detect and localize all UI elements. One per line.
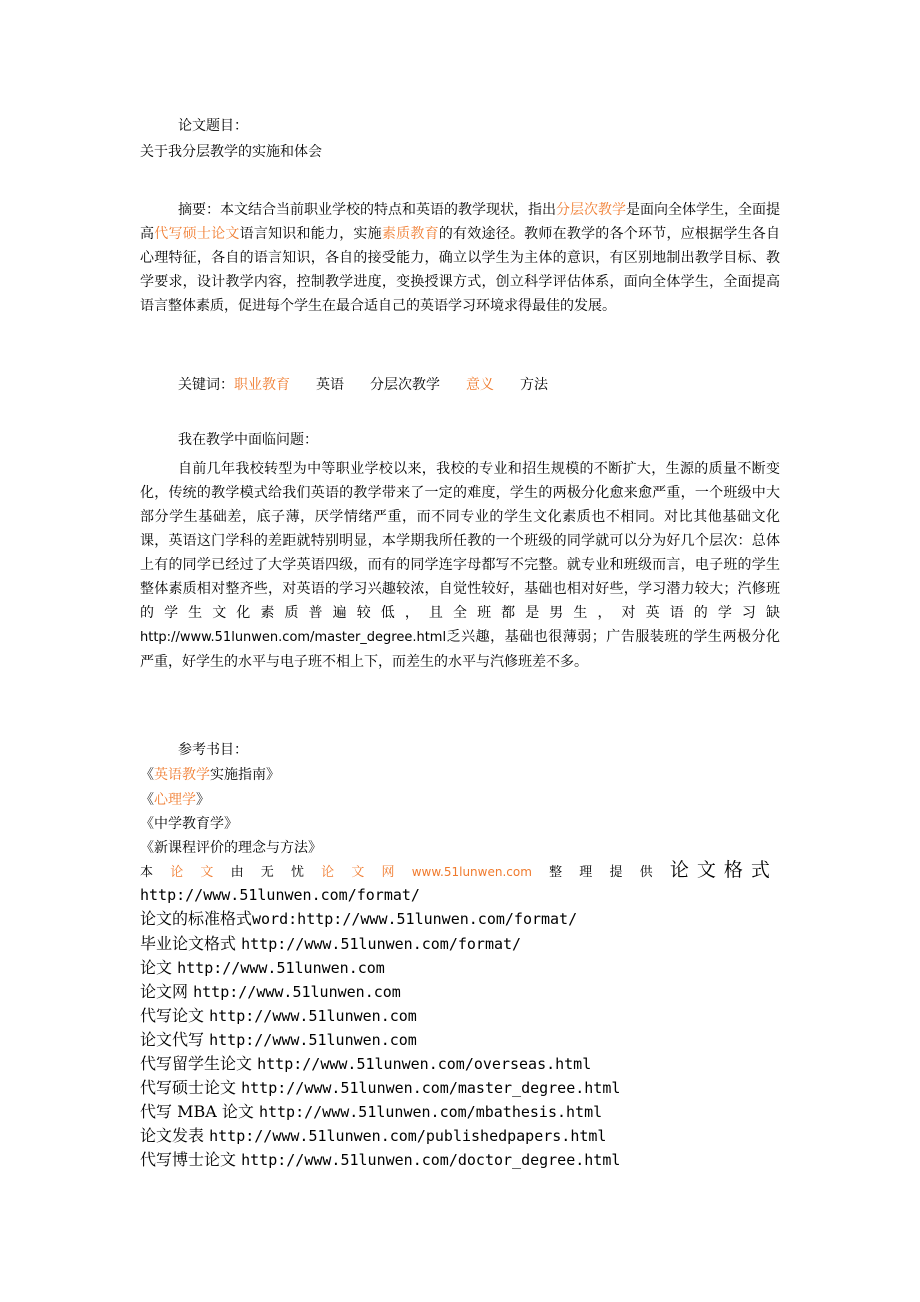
reference-item — [140, 788, 210, 812]
footer-link-url: word:http://www.51lunwen.com/format/ — [252, 910, 578, 928]
reference-rest: 实施指南》 — [210, 767, 280, 783]
footer-char: 理 — [579, 865, 593, 880]
footer-link-row — [140, 1148, 620, 1172]
reference-rest: 新课程评价的理念与方法》 — [154, 840, 322, 856]
footer-link-row — [140, 1100, 602, 1124]
footer-link-url: http://www.51lunwen.com — [209, 1031, 417, 1049]
reference-bracket: 《 — [140, 840, 154, 856]
reference-rest: 》 — [196, 792, 210, 808]
footer-link-row — [140, 956, 385, 980]
footer-link-label: 毕业论文格式 — [140, 934, 237, 953]
footer-char-link[interactable]: 论 — [321, 865, 335, 880]
reference-item — [140, 812, 238, 836]
footer-char-link[interactable]: 文 — [351, 865, 365, 880]
abstract-link-ghostwriting[interactable]: 代写硕士论文 — [154, 226, 240, 242]
abstract-link-layered-teaching[interactable]: 分层次教学 — [556, 202, 626, 218]
footer-format-heading: 论文格式 — [669, 859, 778, 881]
footer-link-row — [140, 907, 577, 931]
footer-link-label: 代写硕士论文 — [140, 1078, 237, 1097]
problem-paragraph — [140, 457, 780, 674]
reference-item — [140, 763, 280, 787]
footer-link-label: 论文发表 — [140, 1126, 205, 1145]
abstract-paragraph — [140, 198, 780, 318]
keywords-line — [178, 373, 574, 397]
keyword-vocational-education[interactable]: 职业教育 — [234, 377, 290, 393]
footer-link-label: 论文的标准格式 — [140, 909, 253, 928]
footer-link-label: 论文 — [140, 958, 173, 977]
problem-url: http://www.51lunwen.com/master_degree.html — [140, 630, 447, 645]
footer-format-url: http://www.51lunwen.com/format/ — [140, 886, 420, 904]
problem-body-after: 乏兴趣，基础也很薄弱；广告服装班的学生两极分化严重，好学生的水平与电子班不相上下，而差生的水平与汽修班差不多。 — [140, 629, 780, 670]
footer-link-label: 代写博士论文 — [140, 1150, 237, 1169]
footer-link-row — [140, 1052, 591, 1076]
footer-link-row — [140, 1004, 417, 1028]
keyword-layered-teaching: 分层次教学 — [370, 377, 440, 393]
footer-link-label: 代写论文 — [140, 1006, 205, 1025]
footer-char-link[interactable]: 网 — [381, 865, 395, 880]
keyword-english: 英语 — [316, 377, 344, 393]
problem-heading: 我在教学中面临问题： — [178, 432, 318, 448]
title-text: 关于我分层教学的实施和体会 — [140, 144, 322, 160]
footer-link-url: http://www.51lunwen.com/mbathesis.html — [258, 1103, 603, 1121]
references-label: 参考书目： — [178, 742, 248, 758]
keywords-label: 关键词： — [178, 377, 234, 393]
abstract-link-quality-education[interactable]: 素质教育 — [381, 226, 439, 242]
title-label: 论文题目： — [178, 118, 248, 134]
abstract-mid2: 语言知识和能力，实施 — [239, 226, 382, 242]
footer-char-link[interactable]: 文 — [200, 865, 214, 880]
abstract-suffix: 的有效途径。教师在教学的各个环节，应根据学生各自心理特征，各自的语言知识，各自的接受能力，确立以学生为主体的意识，有区别地制出教学目标、教学要求，设计教学内容，控制教学进度，变换授课方式，创立科学评估体系，面向全体学生，全面提高语言整体素质，促进每个学生在最合适自己的英语学习环境求得最佳的发展。 — [140, 226, 781, 314]
footer-link-url: http://www.51lunwen.com/master_degree.html — [241, 1079, 621, 1097]
footer-credit-line — [140, 859, 778, 884]
footer-link-url: http://www.51lunwen.com — [209, 1007, 417, 1025]
footer-char: 本 — [140, 865, 154, 880]
footer-link-row — [140, 1124, 606, 1148]
footer-link-url: http://www.51lunwen.com — [177, 959, 385, 977]
footer-site-link[interactable]: www.51lunwen.com — [411, 865, 532, 879]
reference-bracket: 《 — [140, 767, 154, 783]
footer-link-row — [140, 1028, 417, 1052]
keyword-method: 方法 — [520, 377, 548, 393]
reference-bracket: 《 — [140, 816, 154, 832]
footer-char: 提 — [609, 865, 623, 880]
footer-link-label: 代写留学生论文 — [140, 1054, 253, 1073]
footer-char: 无 — [260, 865, 274, 880]
footer-link-url: http://www.51lunwen.com/overseas.html — [257, 1055, 592, 1073]
footer-link-label: 论文代写 — [140, 1030, 205, 1049]
footer-char-link[interactable]: 论 — [170, 865, 184, 880]
footer-link-row — [140, 1076, 620, 1100]
reference-rest: 中学教育学》 — [154, 816, 238, 832]
reference-link-english-teaching[interactable]: 英语教学 — [154, 767, 210, 783]
keyword-significance[interactable]: 意义 — [466, 377, 494, 393]
footer-link-label: 论文网 — [140, 982, 189, 1001]
footer-link-url: http://www.51lunwen.com — [193, 983, 401, 1001]
reference-link-psychology[interactable]: 心理学 — [154, 792, 196, 808]
footer-char: 供 — [639, 865, 653, 880]
footer-char: 整 — [549, 865, 563, 880]
abstract-mid1: 是面向全体学生，全面提高 — [140, 202, 780, 242]
footer-link-row — [140, 980, 401, 1004]
problem-body-before: 自前几年我校转型为中等职业学校以来，我校的专业和招生规模的不断扩大，生源的质量不断变化，传统的教学模式给我们英语的教学带来了一定的难度，学生的两极分化愈来愈严重，一个班级中大部分学生基础差，底子薄，厌学情绪严重，而不同专业的学生文化素质也不相同。对比其他基础文化课，英语这门学科的差距就特别明显，本学期我所任教的一个班级的同学就可以分为好几个层次：总体上有的同学已经过了大学英语四级，而有的同学连字母都写不完整。就专业和班级而言，电子班的学生整体素质相对整齐些，对英语的学习兴趣较浓，自觉性较好，基础也相对好些，学习潜力较大；汽修班的学生文化素质普遍较低，且全班都是男生，对英语的学习缺 — [140, 461, 780, 621]
footer-link-url: http://www.51lunwen.com/publishedpapers.html — [209, 1127, 607, 1145]
reference-item — [140, 836, 322, 860]
reference-bracket: 《 — [140, 792, 154, 808]
footer-link-url: http://www.51lunwen.com/doctor_degree.html — [241, 1151, 621, 1169]
abstract-prefix: 摘要：本文结合当前职业学校的特点和英语的教学现状，指出 — [178, 202, 556, 218]
footer-link-row — [140, 932, 521, 956]
footer-char: 忧 — [290, 865, 304, 880]
footer-char: 由 — [230, 865, 244, 880]
footer-link-url: http://www.51lunwen.com/format/ — [241, 935, 522, 953]
footer-link-label: 代写 MBA 论文 — [140, 1102, 254, 1121]
